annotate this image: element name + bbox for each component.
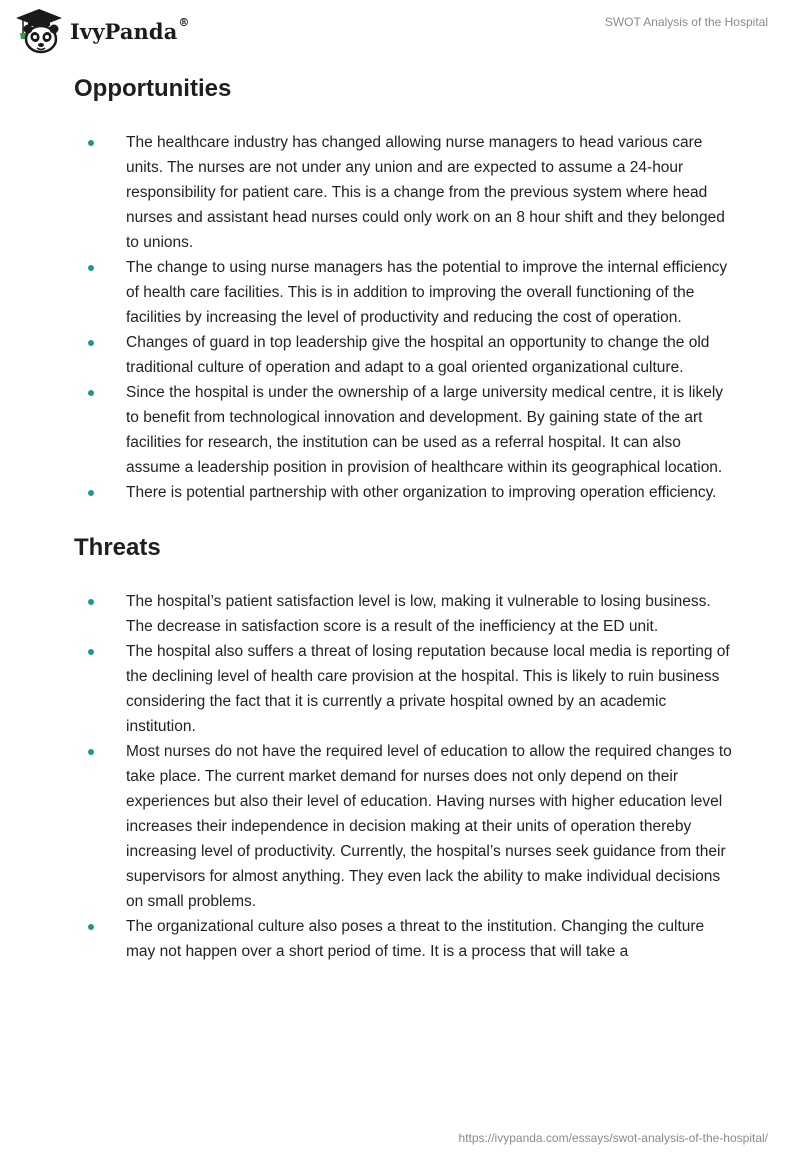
list-item: The change to using nurse managers has the potential to improve the internal efficiency of health care facilities. This is in addition to improving the overall functioning of the facilities by increasing the level of productivity and reducing the cost of operation. [74, 255, 734, 330]
list-item: Most nurses do not have the required level of education to allow the required changes to take place. The current market demand for nurses does not only depend on their experiences but also their level of education. Having nurses with higher education level increases their independence in decision making at their units of operation thereby increasing level of productivity. Currently, the hospital’s nurses seek guidance from their supervisors for almost anything. They even lack the ability to make individual decisions on small problems. [74, 739, 734, 914]
list-item: The healthcare industry has changed allowing nurse managers to head various care units. The nurses are not under any union and are expected to assume a 24-hour responsibility for patient care. This is a change from the previous system where head nurses and assistant head nurses could only work on an 8 hour shift and they belonged to unions. [74, 130, 734, 255]
list-item: There is potential partnership with other organization to improving operation efficiency. [74, 480, 734, 505]
threats-list [74, 589, 734, 964]
bullet-icon [88, 140, 94, 146]
list-item: The hospital also suffers a threat of losing reputation because local media is reporting of the declining level of health care provision at the hospital. This is likely to ruin business considering the fact that it is currently a private hospital owned by an academic institution. [74, 639, 734, 739]
opportunities-section [74, 70, 734, 505]
bullet-icon [88, 749, 94, 755]
bullet-icon [88, 390, 94, 396]
list-item: The organizational culture also poses a threat to the institution. Changing the culture may not happen over a short period of time. It is a process that will take a [74, 914, 734, 964]
bullet-icon [88, 490, 94, 496]
section-heading-threats: Threats [74, 534, 161, 561]
list-item: Changes of guard in top leadership give the hospital an opportunity to change the old traditional culture of operation and adapt to a goal oriented organizational culture. [74, 330, 734, 380]
bullet-icon [88, 265, 94, 271]
page-header [0, 0, 800, 62]
threats-section [74, 529, 734, 964]
bullet-icon [88, 924, 94, 930]
article-content [74, 70, 734, 964]
source-url[interactable]: https://ivypanda.com/essays/swot-analysis-of-the-hospital/ [458, 1131, 768, 1145]
list-item: The hospital’s patient satisfaction level is low, making it vulnerable to losing business. The decrease in satisfaction score is a result of the inefficiency at the ED unit. [74, 589, 734, 639]
list-item: Since the hospital is under the ownership of a large university medical centre, it is likely to benefit from technological innovation and development. By gaining state of the art facilities for research, the institution can be used as a referral hospital. It can also assume a leadership position in provision of healthcare within its geographical location. [74, 380, 734, 480]
section-heading-opportunities: Opportunities [74, 75, 232, 102]
bullet-icon [88, 599, 94, 605]
brand-name: IvyPanda® [70, 15, 190, 44]
opportunities-list [74, 130, 734, 505]
bullet-icon [88, 340, 94, 346]
panda-graduate-icon [14, 7, 64, 55]
document-title: SWOT Analysis of the Hospital [604, 15, 768, 29]
ivypanda-logo[interactable] [14, 7, 190, 55]
bullet-icon [88, 649, 94, 655]
